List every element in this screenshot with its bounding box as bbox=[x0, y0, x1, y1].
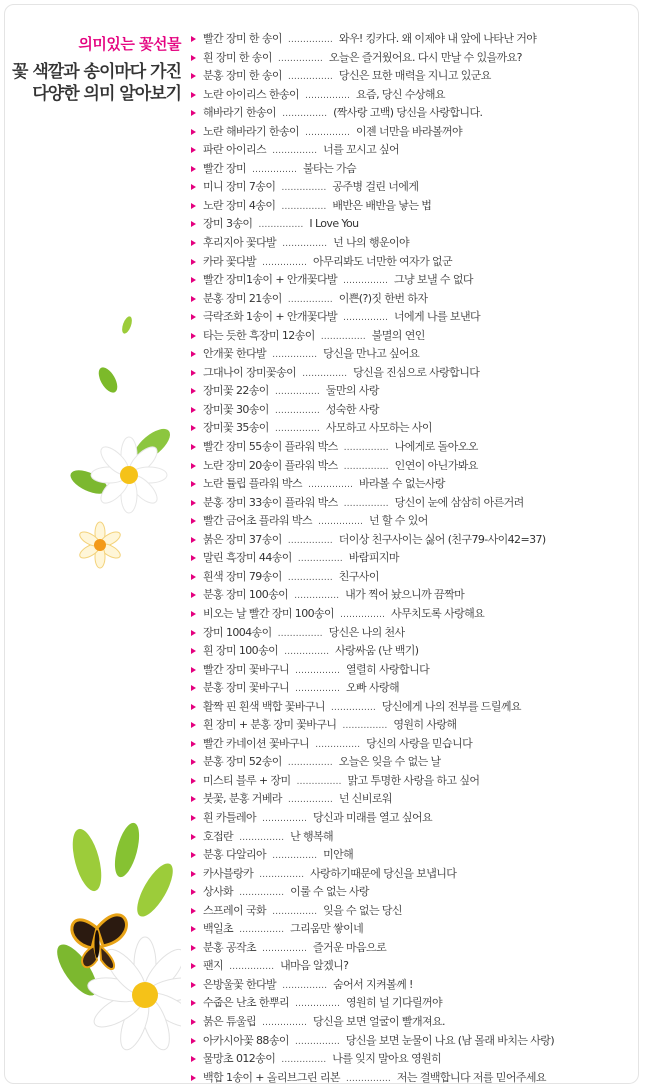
flower-name: 수줍은 난초 한뿌리 bbox=[203, 996, 290, 1010]
bullet-arrow-icon bbox=[191, 815, 196, 821]
list-item bbox=[191, 716, 632, 735]
flower-name: 안개꽃 한다발 bbox=[203, 347, 267, 361]
flower-name: 극락조화 1송이 + 안개꽃다발 bbox=[203, 310, 337, 324]
list-item bbox=[191, 920, 632, 939]
dotted-leader: …………… bbox=[287, 72, 333, 83]
flower-meaning: 넌 신비로워 bbox=[338, 792, 392, 806]
bullet-arrow-icon bbox=[191, 963, 196, 969]
flower-name: 은방울꽃 한다발 bbox=[203, 977, 277, 991]
dotted-leader: …………… bbox=[343, 498, 389, 509]
bullet-arrow-icon bbox=[191, 537, 196, 543]
list-item bbox=[191, 253, 632, 272]
flower-meaning: 사무치도록 사랑해요 bbox=[391, 606, 485, 620]
flower-name: 장미꽃 30송이 bbox=[203, 402, 269, 416]
flower-meaning: 너를 꼬시고 싶어 bbox=[323, 143, 400, 157]
dotted-leader: …………… bbox=[297, 554, 343, 565]
flower-name: 분홍 장미 100송이 bbox=[203, 588, 289, 602]
bullet-arrow-icon bbox=[191, 314, 196, 320]
flower-name: 그대나이 장미꽃송이 bbox=[203, 365, 297, 379]
flower-meaning: 그리움만 쌓이네 bbox=[290, 922, 364, 936]
flower-name: 후리지아 꽃다발 bbox=[203, 236, 277, 250]
list-item bbox=[191, 939, 632, 958]
flower-meaning: 사모하고 사모하는 사이 bbox=[325, 421, 432, 435]
list-item bbox=[191, 568, 632, 587]
list-item bbox=[191, 753, 632, 772]
flower-meaning: 당신의 사랑을 믿습니다 bbox=[366, 736, 473, 750]
bullet-arrow-icon bbox=[191, 630, 196, 636]
list-item bbox=[191, 419, 632, 438]
flower-name: 비오는 날 빨간 장미 100송이 bbox=[203, 606, 335, 620]
list-item bbox=[191, 438, 632, 457]
bullet-arrow-icon bbox=[191, 73, 196, 79]
list-item bbox=[191, 475, 632, 494]
heading-subtitle: 의미있는 꽃선물 bbox=[78, 35, 181, 53]
flower-meaning: 당신을 보면 얼굴이 빨개져요. bbox=[313, 1014, 445, 1028]
flower-name: 카라 꽃다발 bbox=[203, 254, 257, 268]
bullet-arrow-icon bbox=[191, 333, 196, 339]
flower-meaning: 친구사이 bbox=[338, 569, 379, 583]
bullet-arrow-icon bbox=[191, 184, 196, 190]
bullet-arrow-icon bbox=[191, 463, 196, 469]
flower-meaning: 이젠 너만을 바라볼꺼야 bbox=[356, 124, 463, 138]
flower-meaning: 넌 할 수 있어 bbox=[368, 514, 428, 528]
bullet-arrow-icon bbox=[191, 425, 196, 431]
bullet-arrow-icon bbox=[191, 296, 196, 302]
flower-name: 붓꽃, 분홍 거베라 bbox=[203, 792, 282, 806]
dotted-leader: …………… bbox=[262, 813, 308, 824]
flower-meaning: 당신은 묘한 매력을 지니고 있군요 bbox=[338, 69, 491, 83]
bullet-arrow-icon bbox=[191, 796, 196, 802]
flower-meaning: 나에게로 돌아오오 bbox=[394, 440, 478, 454]
dotted-leader: …………… bbox=[315, 739, 361, 750]
bullet-arrow-icon bbox=[191, 611, 196, 617]
bullet-arrow-icon bbox=[191, 1038, 196, 1044]
dotted-leader: …………… bbox=[229, 962, 275, 973]
list-item bbox=[191, 290, 632, 309]
flower-name: 분홍 공작초 bbox=[203, 940, 257, 954]
flower-name: 노란 아이리스 한송이 bbox=[203, 87, 300, 101]
dotted-leader: …………… bbox=[320, 331, 366, 342]
dotted-leader: …………… bbox=[345, 1073, 391, 1084]
dotted-leader: …………… bbox=[239, 888, 285, 899]
content-card bbox=[4, 4, 639, 1084]
bullet-arrow-icon bbox=[191, 1075, 196, 1081]
flower-name: 흰 장미 100송이 bbox=[203, 644, 279, 658]
list-item bbox=[191, 215, 632, 234]
bullet-arrow-icon bbox=[191, 92, 196, 98]
flower-meaning: 오빠 사랑해 bbox=[346, 681, 400, 695]
flower-meaning: 넌 나의 행운이야 bbox=[333, 236, 410, 250]
bullet-arrow-icon bbox=[191, 481, 196, 487]
flower-meaning: 당신에게 나의 전부를 드릴께요 bbox=[381, 699, 521, 713]
list-item bbox=[191, 772, 632, 791]
flower-name: 상사화 bbox=[203, 885, 234, 899]
bullet-arrow-icon bbox=[191, 55, 196, 61]
flower-name: 아카시아꽃 88송이 bbox=[203, 1033, 289, 1047]
dotted-leader: …………… bbox=[252, 164, 298, 175]
list-item bbox=[191, 549, 632, 568]
bullet-arrow-icon bbox=[191, 1000, 196, 1006]
dotted-leader: …………… bbox=[287, 35, 333, 45]
list-item bbox=[191, 401, 632, 420]
flower-name: 장미꽃 35송이 bbox=[203, 421, 269, 435]
list-item bbox=[191, 1013, 632, 1032]
dotted-leader: …………… bbox=[343, 461, 389, 472]
list-item bbox=[191, 957, 632, 976]
dotted-leader: …………… bbox=[258, 220, 304, 231]
flower-name: 빨간 카네이션 꽃바구니 bbox=[203, 736, 310, 750]
list-item bbox=[191, 679, 632, 698]
bullet-arrow-icon bbox=[191, 982, 196, 988]
list-item bbox=[191, 49, 632, 68]
dotted-leader: …………… bbox=[343, 313, 388, 324]
dotted-leader: …………… bbox=[274, 387, 320, 398]
bullet-arrow-icon bbox=[191, 259, 196, 265]
list-item bbox=[191, 605, 632, 624]
dotted-leader: …………… bbox=[342, 721, 388, 732]
bullet-arrow-icon bbox=[191, 1019, 196, 1025]
list-item bbox=[191, 86, 632, 105]
dotted-leader: …………… bbox=[307, 480, 353, 491]
flower-meaning: 내마음 알겠니? bbox=[280, 959, 349, 973]
bullet-arrow-icon bbox=[191, 648, 196, 654]
dotted-leader: …………… bbox=[343, 443, 389, 454]
dotted-leader: …………… bbox=[274, 405, 320, 416]
dotted-leader: …………… bbox=[343, 276, 388, 287]
list-item bbox=[191, 30, 632, 49]
list-item bbox=[191, 308, 632, 327]
dotted-leader: …………… bbox=[317, 517, 363, 528]
flower-name: 백합 1송이 + 올리브그린 리본 bbox=[203, 1070, 340, 1084]
flower-meaning: 요즘, 당신 수상해요 bbox=[356, 87, 445, 101]
flower-name: 분홍 장미 52송이 bbox=[203, 755, 282, 769]
heading bbox=[5, 33, 181, 105]
list-item bbox=[191, 160, 632, 179]
bullet-arrow-icon bbox=[191, 221, 196, 227]
flower-name: 타는 듯한 흑장미 12송이 bbox=[203, 328, 315, 342]
bullet-arrow-icon bbox=[191, 889, 196, 895]
dotted-leader: …………… bbox=[305, 127, 351, 138]
flower-name: 호접란 bbox=[203, 829, 234, 843]
flower-name: 스프레이 국화 bbox=[203, 903, 267, 917]
bullet-arrow-icon bbox=[191, 351, 196, 357]
dotted-leader: …………… bbox=[281, 201, 327, 212]
dotted-leader: …………… bbox=[277, 628, 323, 639]
bullet-arrow-icon bbox=[191, 129, 196, 135]
flower-meaning: I Love You bbox=[309, 217, 359, 231]
dotted-leader: …………… bbox=[239, 925, 285, 936]
dotted-leader: …………… bbox=[287, 535, 333, 546]
flower-meaning: 영원히 널 기다릴꺼야 bbox=[346, 996, 443, 1010]
list-item bbox=[191, 902, 632, 921]
bullet-arrow-icon bbox=[191, 945, 196, 951]
flower-meaning-list bbox=[191, 30, 632, 1084]
bullet-arrow-icon bbox=[191, 277, 196, 283]
flower-name: 팬지 bbox=[203, 959, 224, 973]
flower-name: 빨간 장미 bbox=[203, 161, 247, 175]
flower-meaning: 성숙한 사랑 bbox=[325, 402, 379, 416]
flower-meaning: 당신을 만나고 싶어요 bbox=[323, 347, 420, 361]
bullet-arrow-icon bbox=[191, 852, 196, 858]
flower-meaning: 불멸의 연인 bbox=[371, 328, 425, 342]
flower-meaning: 사랑하기때문에 당신을 보냅니다 bbox=[310, 866, 457, 880]
flower-meaning: 인연이 아닌가봐요 bbox=[394, 458, 478, 472]
list-item bbox=[191, 67, 632, 86]
list-item bbox=[191, 735, 632, 754]
flower-name: 붉은 장미 37송이 bbox=[203, 532, 282, 546]
dotted-leader: …………… bbox=[287, 572, 333, 583]
left-panel bbox=[5, 5, 181, 1083]
flower-meaning: 영원히 사랑해 bbox=[393, 718, 457, 732]
flower-name: 노란 해바라기 한송이 bbox=[203, 124, 300, 138]
list-item bbox=[191, 382, 632, 401]
bullet-arrow-icon bbox=[191, 741, 196, 747]
bullet-arrow-icon bbox=[191, 555, 196, 561]
bullet-arrow-icon bbox=[191, 704, 196, 710]
dotted-leader: …………… bbox=[330, 702, 376, 713]
flower-name: 노란 장미 4송이 bbox=[203, 198, 276, 212]
flower-name: 카사블랑카 bbox=[203, 866, 254, 880]
dotted-leader: …………… bbox=[282, 109, 328, 120]
bullet-arrow-icon bbox=[191, 203, 196, 209]
dotted-leader: …………… bbox=[272, 350, 318, 361]
flower-name: 빨간 장미1송이 + 안개꽃다발 bbox=[203, 273, 337, 287]
flower-name: 물망초 012송이 bbox=[203, 1052, 276, 1066]
yellow-flower-icon bbox=[75, 520, 125, 570]
flower-name: 붉은 튜울립 bbox=[203, 1014, 257, 1028]
bullet-arrow-icon bbox=[191, 871, 196, 877]
flower-name: 미니 장미 7송이 bbox=[203, 180, 276, 194]
bullet-arrow-icon bbox=[191, 166, 196, 172]
dotted-leader: …………… bbox=[281, 1055, 327, 1066]
bullet-arrow-icon bbox=[191, 778, 196, 784]
dotted-leader: …………… bbox=[262, 257, 308, 268]
list-item bbox=[191, 1032, 632, 1051]
bullet-arrow-icon bbox=[191, 722, 196, 728]
flower-meaning: 즐거운 마음으로 bbox=[313, 940, 387, 954]
flower-name: 흰 장미 + 분홍 장미 꽃바구니 bbox=[203, 718, 337, 732]
dotted-leader: …………… bbox=[272, 146, 318, 157]
white-daisy-icon bbox=[67, 410, 177, 520]
list-item bbox=[191, 642, 632, 661]
list-item bbox=[191, 883, 632, 902]
dotted-leader: …………… bbox=[281, 183, 327, 194]
dotted-leader: …………… bbox=[295, 665, 341, 676]
small-leaf-icon bbox=[117, 310, 137, 340]
dotted-leader: …………… bbox=[287, 758, 333, 769]
flower-meaning: 당신을 진심으로 사랑합니다 bbox=[353, 365, 480, 379]
list-item bbox=[191, 512, 632, 531]
flower-meaning: 불타는 가슴 bbox=[303, 161, 357, 175]
list-item bbox=[191, 828, 632, 847]
flower-meaning: 더이상 친구사이는 싫어 (친구79-사이42=37) bbox=[338, 532, 546, 546]
dotted-leader: …………… bbox=[272, 906, 318, 917]
dotted-leader: …………… bbox=[305, 90, 351, 101]
list-item bbox=[191, 364, 632, 383]
list-item bbox=[191, 1050, 632, 1069]
flower-meaning: 숨어서 지켜볼께 ! bbox=[333, 977, 413, 991]
list-item bbox=[191, 624, 632, 643]
list-item bbox=[191, 846, 632, 865]
dotted-leader: …………… bbox=[287, 294, 333, 305]
dotted-leader: …………… bbox=[294, 1036, 340, 1047]
flower-meaning: 나를 잊지 말아요 영원히 bbox=[332, 1052, 442, 1066]
flower-name: 백일초 bbox=[203, 922, 234, 936]
flower-meaning: 당신은 나의 천사 bbox=[328, 625, 405, 639]
dotted-leader: …………… bbox=[340, 609, 386, 620]
butterfly-and-flowers-icon bbox=[57, 820, 181, 1080]
flower-meaning: 난 행복해 bbox=[290, 829, 334, 843]
flower-name: 분홍 다알리아 bbox=[203, 848, 267, 862]
list-item bbox=[191, 790, 632, 809]
dotted-leader: …………… bbox=[296, 776, 342, 787]
dotted-leader: …………… bbox=[302, 368, 348, 379]
list-item bbox=[191, 865, 632, 884]
flower-meaning: 아무리봐도 너만한 여자가 없군 bbox=[313, 254, 453, 268]
list-item bbox=[191, 457, 632, 476]
flower-meaning: 와우! 킹카다. 왜 이제야 내 앞에 나타난 거야 bbox=[338, 32, 537, 45]
flower-name: 분홍 장미 한 송이 bbox=[203, 69, 282, 83]
bullet-arrow-icon bbox=[191, 370, 196, 376]
list-item bbox=[191, 197, 632, 216]
list-item bbox=[191, 809, 632, 828]
flower-meaning: 바람피지마 bbox=[348, 551, 399, 565]
flower-name: 흰 카틀레아 bbox=[203, 810, 257, 824]
bullet-arrow-icon bbox=[191, 908, 196, 914]
heading-title-line2: 다양한 의미 알아보기 bbox=[32, 84, 181, 104]
bullet-arrow-icon bbox=[191, 147, 196, 153]
list-item bbox=[191, 345, 632, 364]
bullet-arrow-icon bbox=[191, 518, 196, 524]
bullet-arrow-icon bbox=[191, 1056, 196, 1062]
flower-meaning: 저는 결백합니다 저를 믿어주세요 bbox=[396, 1070, 546, 1084]
flower-name: 말린 흑장미 44송이 bbox=[203, 551, 292, 565]
flower-name: 활짝 핀 흰색 백합 꽃바구니 bbox=[203, 699, 325, 713]
dotted-leader: …………… bbox=[284, 647, 330, 658]
list-item bbox=[191, 104, 632, 123]
bullet-arrow-icon bbox=[191, 36, 196, 42]
bullet-arrow-icon bbox=[191, 240, 196, 246]
list-item bbox=[191, 531, 632, 550]
bullet-arrow-icon bbox=[191, 667, 196, 673]
flower-meaning: 맑고 투명한 사랑을 하고 싶어 bbox=[347, 773, 480, 787]
list-item bbox=[191, 1069, 632, 1084]
list-item bbox=[191, 698, 632, 717]
dotted-leader: …………… bbox=[239, 832, 285, 843]
list-item bbox=[191, 494, 632, 513]
flower-name: 장미 1004송이 bbox=[203, 625, 272, 639]
bullet-arrow-icon bbox=[191, 500, 196, 506]
list-item bbox=[191, 976, 632, 995]
flower-meaning: 그냥 보낼 수 없다 bbox=[394, 273, 473, 287]
dotted-leader: …………… bbox=[262, 1017, 308, 1028]
bullet-arrow-icon bbox=[191, 110, 196, 116]
bullet-arrow-icon bbox=[191, 388, 196, 394]
flower-meaning: 오늘은 잊을 수 없는 날 bbox=[338, 755, 441, 769]
flower-meaning: 이쁜(?)짓 한번 하자 bbox=[338, 291, 428, 305]
flower-meaning: 너에게 나를 보낸다 bbox=[394, 310, 481, 324]
list-item bbox=[191, 141, 632, 160]
dotted-leader: …………… bbox=[277, 53, 323, 64]
flower-meaning: 잊을 수 없는 당신 bbox=[323, 903, 402, 917]
bullet-arrow-icon bbox=[191, 834, 196, 840]
flower-name: 빨간 장미 55송이 플라워 박스 bbox=[203, 440, 338, 454]
bullet-arrow-icon bbox=[191, 592, 196, 598]
list-item bbox=[191, 123, 632, 142]
flower-meaning: 공주병 걸린 너에게 bbox=[332, 180, 419, 194]
flower-meaning: 내가 찍어 놨으니까 끔짝마 bbox=[345, 588, 465, 602]
flower-meaning: 오늘은 즐거웠어요. 다시 만날 수 있을까요? bbox=[328, 50, 522, 64]
list-item bbox=[191, 178, 632, 197]
dotted-leader: …………… bbox=[262, 943, 308, 954]
flower-meaning: (짝사랑 고백) 당신을 사랑합니다. bbox=[333, 106, 483, 120]
flower-meaning: 배반은 배반을 낳는 법 bbox=[332, 198, 432, 212]
flower-name: 노란 장미 20송이 플라워 박스 bbox=[203, 458, 338, 472]
dotted-leader: …………… bbox=[295, 999, 341, 1010]
list-item bbox=[191, 994, 632, 1013]
flower-meaning: 열렬히 사랑합니다 bbox=[346, 662, 430, 676]
bullet-arrow-icon bbox=[191, 759, 196, 765]
heading-title-line1: 꽃 색깔과 송이마다 가진 bbox=[12, 62, 181, 82]
dotted-leader: …………… bbox=[287, 795, 333, 806]
flower-meaning: 사랑싸움 (난 백기) bbox=[335, 644, 419, 658]
flower-meaning: 바라볼 수 없는사랑 bbox=[358, 477, 445, 491]
leaf-icon bbox=[93, 360, 123, 400]
flower-name: 분홍 장미 21송이 bbox=[203, 291, 282, 305]
list-item bbox=[191, 661, 632, 680]
bullet-arrow-icon bbox=[191, 407, 196, 413]
flower-name: 흰 장미 한 송이 bbox=[203, 50, 272, 64]
dotted-leader: …………… bbox=[259, 869, 305, 880]
flower-name: 해바라기 한송이 bbox=[203, 106, 277, 120]
bullet-arrow-icon bbox=[191, 574, 196, 580]
flower-name: 빨간 장미 꽃바구니 bbox=[203, 662, 290, 676]
flower-name: 분홍 장미 33송이 플라워 박스 bbox=[203, 495, 338, 509]
flower-meaning: 둘만의 사랑 bbox=[325, 384, 379, 398]
flower-name: 노란 튤립 플라워 박스 bbox=[203, 477, 302, 491]
flower-name: 미스티 블루 + 장미 bbox=[203, 773, 291, 787]
dotted-leader: …………… bbox=[272, 851, 318, 862]
flower-name: 장미 3송이 bbox=[203, 217, 253, 231]
bullet-arrow-icon bbox=[191, 926, 196, 932]
bullet-arrow-icon bbox=[191, 444, 196, 450]
flower-meaning: 미안해 bbox=[323, 848, 354, 862]
dotted-leader: …………… bbox=[282, 239, 328, 250]
flower-name: 흰색 장미 79송이 bbox=[203, 569, 282, 583]
flower-name: 분홍 장미 꽃바구니 bbox=[203, 681, 290, 695]
flower-name: 파란 아이리스 bbox=[203, 143, 267, 157]
dotted-leader: …………… bbox=[274, 424, 320, 435]
flower-name: 장미꽃 22송이 bbox=[203, 384, 269, 398]
dotted-leader: …………… bbox=[295, 684, 341, 695]
flower-name: 빨간 장미 한 송이 bbox=[203, 32, 282, 45]
list-item bbox=[191, 271, 632, 290]
flower-meaning: 당신이 눈에 삼삼히 아른거려 bbox=[394, 495, 524, 509]
bullet-arrow-icon bbox=[191, 685, 196, 691]
flower-name: 빨간 금어초 플라워 박스 bbox=[203, 514, 312, 528]
dotted-leader: …………… bbox=[294, 591, 340, 602]
flower-meaning: 이룰 수 없는 사랑 bbox=[290, 885, 369, 899]
dotted-leader: …………… bbox=[282, 980, 328, 991]
flower-meaning: 당신을 보면 눈물이 나요 (남 몰래 바치는 사랑) bbox=[345, 1033, 555, 1047]
flower-meaning: 당신과 미래를 열고 싶어요 bbox=[313, 810, 433, 824]
list-item bbox=[191, 327, 632, 346]
list-item bbox=[191, 586, 632, 605]
list-item bbox=[191, 234, 632, 253]
